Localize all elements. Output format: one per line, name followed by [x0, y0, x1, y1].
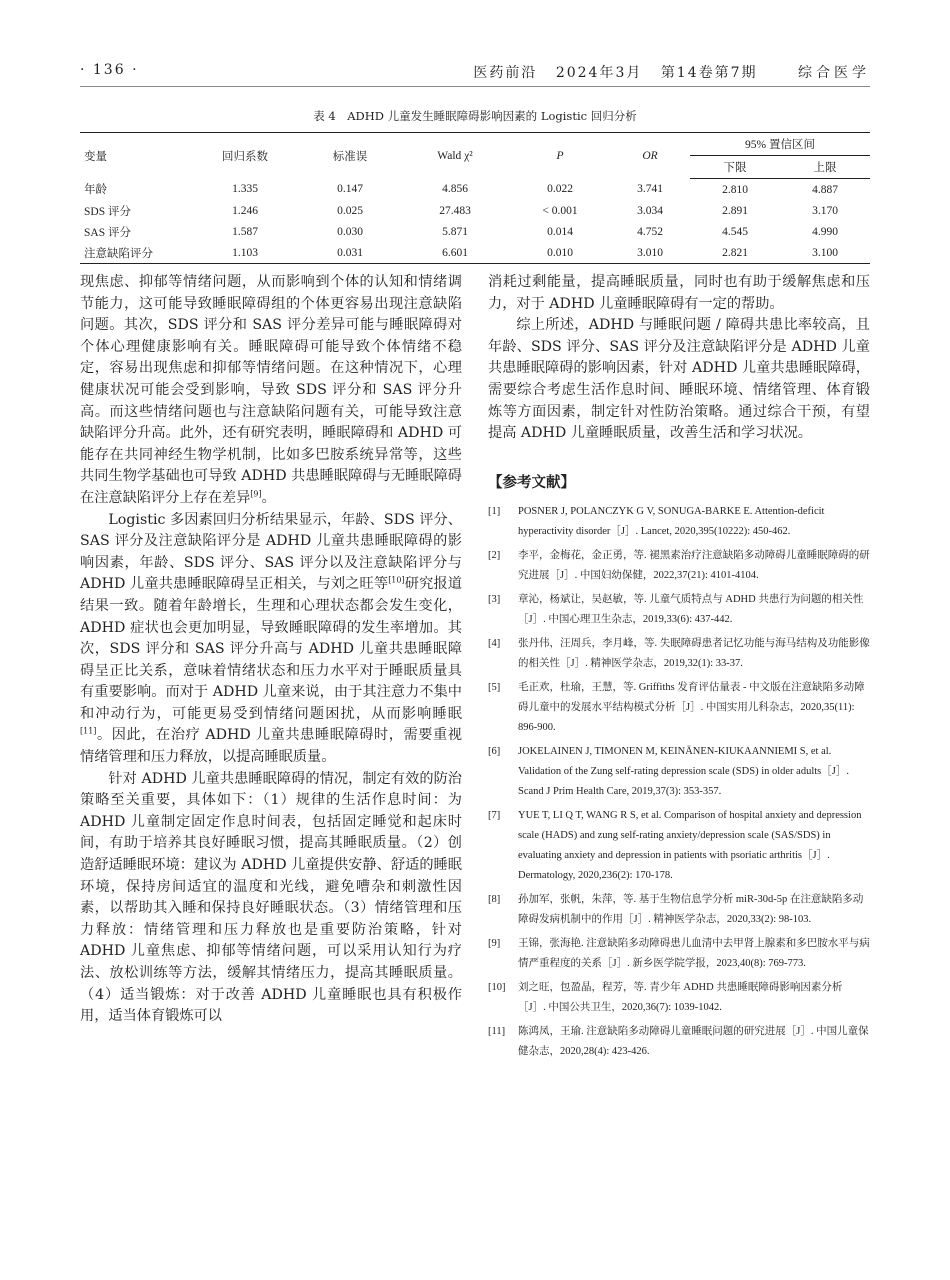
header-coefficient: 回归系数	[190, 133, 300, 179]
cell: 2.810	[722, 183, 748, 196]
citation: [10]	[388, 575, 405, 585]
volume-issue: 第14卷第7期	[660, 65, 758, 81]
table-row	[80, 200, 870, 221]
cell: 3.034	[637, 204, 663, 217]
cell: 2.891	[722, 204, 748, 217]
reference-item	[488, 590, 870, 630]
cell: 年龄	[84, 184, 107, 197]
reference-number: [6]	[488, 746, 501, 758]
reference-text: 李平，金梅花，金正勇，等. 褪黑素治疗注意缺陷多动障碍儿童睡眠障碍的研究进展［J］. 中国妇幼保健，2022,37(21): 4101-4104.	[518, 550, 870, 582]
cell: 3.170	[812, 204, 838, 217]
reference-item	[488, 742, 870, 802]
paragraph-text: 研究报道结果一致。随着年龄增长，生理和心理状态都会发生变化，ADHD 症状也会更加明显，导致睡眠障碍的发生率增加。其次，SDS 评分和 SAS 评分升高与 ADHD 儿童共患睡眠障碍呈正比关系，意味着情绪状态和压力水平对于睡眠质量具有重要影响。而对于 ADHD 儿童来说，由于其注意力不集中和冲动行为，可能更易受到情绪问题困扰，从而影响睡眠	[80, 576, 462, 722]
reference-number: [7]	[488, 810, 501, 822]
reference-number: [8]	[488, 894, 501, 906]
reference-text: 王锦，张海艳. 注意缺陷多动障碍患儿血清中去甲肾上腺素和多巴胺水平与病情严重程度的关系［J］. 新乡医学院学报，2023,40(8): 769-773.	[518, 938, 870, 970]
reference-number: [9]	[488, 938, 501, 950]
reference-text: 陈鸿凤，王瑜. 注意缺陷多动障碍儿童睡眠问题的研究进展［J］. 中国儿童保健杂志，2020,28(4): 423-426.	[518, 1026, 869, 1058]
cell: 27.483	[439, 204, 471, 217]
reference-item	[488, 502, 870, 542]
paragraph: 综上所述，ADHD 与睡眠问题 / 障碍共患比率较高，且年龄、SDS 评分、SAS 评分及注意缺陷评分是 ADHD 儿童共患睡眠障碍的影响因素，针对 ADHD 儿童共患睡眠障碍，需要综合考虑生活作息时间、睡眠环境、情绪管理、体育锻炼等方面因素，制定针对性防治策略。通过综合干预，有望提高 ADHD 儿童睡眠质量，改善生活和学习状况。	[488, 317, 870, 442]
table-row	[80, 221, 870, 242]
reference-number: [2]	[488, 550, 501, 562]
header-standard-error: 标准误	[300, 133, 400, 179]
right-column	[488, 272, 870, 1066]
left-column	[80, 272, 462, 1028]
cell: 0.010	[510, 242, 610, 264]
paragraph: 消耗过剩能量，提高睡眠质量，同时也有助于缓解焦虑和压力，对于 ADHD 儿童睡眠障碍有一定的帮助。	[488, 274, 870, 312]
reference-text: 张丹伟，汪周兵，李月峰，等. 失眠障碍患者记忆功能与海马结构及功能影像的相关性［J］. 精神医学杂志，2019,32(1): 33-37.	[518, 638, 870, 670]
cell: 1.103	[190, 242, 300, 264]
cell: 1.335	[232, 183, 258, 196]
table-caption: 表 4 ADHD 儿童发生睡眠障碍影响因素的 Logistic 回归分析	[313, 109, 637, 123]
reference-text: 毛正欢，杜瑜，王慧，等. Griffiths 发育评估量表 - 中文版在注意缺陷多动障碍儿童中的发展水平结构模式分析［J］. 中国实用儿科杂志，2020,35(11): 896-900.	[518, 682, 865, 734]
journal-info	[461, 62, 870, 82]
cell: 0.022	[547, 183, 573, 196]
cell: 4.856	[442, 183, 468, 196]
references-heading: 【参考文献】	[488, 474, 575, 491]
reference-number: [4]	[488, 638, 501, 650]
reference-item	[488, 890, 870, 930]
header-variable: 变量	[80, 133, 190, 179]
table-row	[80, 179, 870, 201]
cell: 0.031	[300, 242, 400, 264]
paragraph	[80, 510, 462, 769]
reference-text: 孙加军，张帆，朱萍，等. 基于生物信息学分析 miR-30d-5p 在注意缺陷多动障碍发病机制中的作用［J］. 精神医学杂志，2020,33(2): 98-103.	[518, 894, 864, 926]
cell: 3.741	[637, 183, 663, 196]
reference-text: 章沁，杨斌让，吴赵敏，等. 儿童气质特点与 ADHD 共患行为问题的相关性［J］. 中国心理卫生杂志，2019,33(6): 437-442.	[518, 594, 864, 626]
cell: SAS 评分	[84, 226, 131, 239]
cell: 3.010	[610, 242, 690, 264]
cell: 1.587	[232, 225, 258, 238]
reference-list	[488, 502, 870, 1062]
header-p: P	[510, 133, 610, 179]
cell: 5.871	[442, 225, 468, 238]
issue-date: 2024年3月	[555, 65, 643, 81]
paragraph: 现焦虑、抑郁等情绪问题，从而影响到个体的认知和情绪调节能力，这可能导致睡眠障碍组的个体更容易出现注意缺陷问题。其次，SDS 评分和 SAS 评分差异可能与睡眠障碍对个体心理健康影响有关。睡眠障碍可能导致个体情绪不稳定，容易出现焦虑和抑郁等情绪问题。在这种情况下，心理健康状况可能会受到影响，导致 SDS 评分和 SAS 评分升高。而这些情绪问题也与注意缺陷问题有关，可能导致注意缺陷评分升高。此外，还有研究表明，睡眠障碍和 ADHD 可能存在共同神经生物学机制，比如多巴胺系统异常等，这些共同生物学基础也可导致 ADHD 共患睡眠障碍与无睡眠障碍在注意缺陷评分上存在差异[9]。	[80, 274, 462, 506]
header-or: OR	[610, 133, 690, 179]
cell: 3.100	[780, 242, 870, 264]
reference-item	[488, 634, 870, 674]
table-row	[80, 242, 870, 264]
cell: 4.990	[812, 225, 838, 238]
cell: 6.601	[400, 242, 510, 264]
cell: 4.887	[812, 183, 838, 196]
cell: 0.030	[337, 225, 363, 238]
cell: < 0.001	[542, 204, 578, 217]
reference-number: [1]	[488, 506, 501, 518]
cell: 4.752	[637, 225, 663, 238]
cell: 0.025	[337, 204, 363, 217]
reference-text: 刘之旺，包盈晶，程芳，等. 青少年 ADHD 共患睡眠障碍影响因素分析［J］. 中国公共卫生，2020,36(7): 1039-1042.	[518, 982, 843, 1014]
header-wald: Wald χ²	[400, 133, 510, 179]
reference-text: POSNER J, POLANCZYK G V, SONUGA-BARKE E. Attention-deficit hyperactivity disorder［J］. Lancet, 2020,395(10222): 450-462.	[518, 506, 825, 538]
running-header	[80, 58, 870, 87]
header-upper: 上限	[780, 156, 870, 179]
cell: 0.014	[547, 225, 573, 238]
page-number: · 136 ·	[80, 62, 139, 78]
journal-name: 医药前沿	[473, 65, 538, 81]
reference-number: [5]	[488, 682, 501, 694]
reference-number: [10]	[488, 982, 506, 994]
section-name: 综合医学	[798, 65, 870, 81]
paragraph-text: Logistic 多因素回归分析结果显示，年龄、SDS 评分、SAS 评分及注意缺陷评分是 ADHD 儿童共患睡眠障碍的影响因素，年龄、SDS 评分、SAS 评分以及注意缺陷评分与 ADHD 儿童共患睡眠障碍呈正相关，与刘之旺等	[80, 511, 462, 593]
header-lower: 下限	[690, 156, 780, 179]
cell: 注意缺陷评分	[80, 242, 190, 264]
cell: 4.545	[722, 225, 748, 238]
reference-number: [3]	[488, 594, 501, 606]
cell: 0.147	[337, 183, 363, 196]
reference-number: [11]	[488, 1026, 506, 1038]
cell: 2.821	[690, 242, 780, 264]
logistic-regression-table	[80, 132, 870, 264]
reference-text: JOKELAINEN J, TIMONEN M, KEINÄNEN-KIUKAANNIEMI S, et al. Validation of the Zung self-rating depression scale (SDS) in older adults［J］. Scand J Prim Health Care, 2019,37(3): 353-357.	[518, 746, 849, 798]
citation: [9]	[250, 489, 262, 499]
reference-item	[488, 546, 870, 586]
paragraph: 针对 ADHD 儿童共患睡眠障碍的情况，制定有效的防治策略至关重要，具体如下：（1）规律的生活作息时间：为 ADHD 儿童制定固定作息时间表，包括固定睡觉和起床时间，有助于培养其良好睡眠习惯，提高其睡眠质量。（2）创造舒适睡眠环境：建议为 ADHD 儿童提供安静、舒适的睡眠环境，保持房间适宜的温度和光线，避免嘈杂和刺激性因素，以帮助其入睡和保持良好睡眠状态。（3）情绪管理和压力释放：情绪管理和压力释放也是重要防治策略，针对 ADHD 儿童焦虑、抑郁等情绪问题，可以采用认知行为疗法、放松训练等方法，缓解其情绪压力，提高其睡眠质量。（4）适当锻炼：对于改善 ADHD 儿童睡眠也具有积极作用，适当体育锻炼可以	[80, 770, 462, 1025]
reference-item	[488, 934, 870, 974]
reference-item	[488, 978, 870, 1018]
cell: SDS 评分	[84, 205, 131, 218]
reference-item	[488, 678, 870, 738]
paragraph-text: 。因此，在治疗 ADHD 儿童共患睡眠障碍时，需要重视情绪管理和压力释放，以提高睡眠质量。	[80, 727, 462, 766]
reference-text: YUE T, LI Q T, WANG R S, et al. Comparison of hospital anxiety and depression scale (HADS) and zung self-rating anxiety/depression scale (SAS/SDS) in evaluating anxiety and depression in patients with psoriatic arthritis［J］. Dermatology, 2020,236(2): 170-178.	[518, 810, 862, 882]
citation: [11]	[80, 726, 97, 736]
reference-item	[488, 1022, 870, 1062]
reference-item	[488, 806, 870, 886]
header-ci: 95% 置信区间	[690, 133, 870, 156]
paragraph-text: 现焦虑、抑郁等情绪问题，从而影响到个体的认知和情绪调节能力，这可能导致睡眠障碍组的个体更容易出现注意缺陷问题。其次，SDS 评分和 SAS 评分差异可能与睡眠障碍对个体心理健康影响有关。睡眠障碍可能导致个体情绪不稳定，容易出现焦虑和抑郁等情绪问题。在这种情况下，心理健康状况可能会受到影响，导致 SDS 评分和 SAS 评分升高。而这些情绪问题也与注意缺陷问题有关，可能导致注意缺陷评分升高。此外，还有研究表明，睡眠障碍和 ADHD 可能存在共同神经生物学机制，比如多巴胺系统异常等，这些共同生物学基础也可导致 ADHD 共患睡眠障碍与无睡眠障碍在注意缺陷评分上存在差异	[80, 274, 462, 506]
cell: 1.246	[232, 204, 258, 217]
